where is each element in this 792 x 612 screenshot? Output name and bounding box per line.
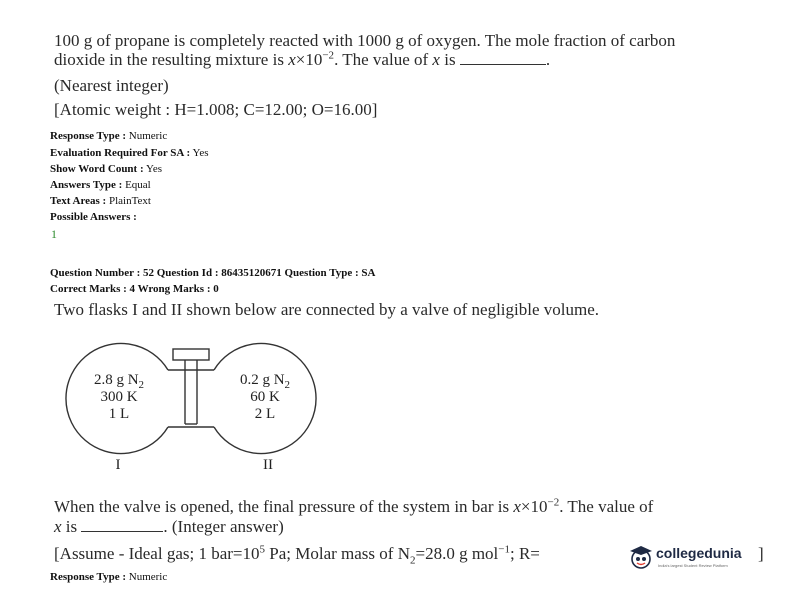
exp-c: −1 — [498, 543, 510, 556]
text-c: =28.0 g mol — [415, 544, 499, 563]
is: is — [61, 517, 82, 536]
flask-1-mass — [74, 372, 164, 391]
text: 2.8 g N — [93, 372, 139, 388]
subscript: 2 — [138, 379, 145, 391]
q1-times: ×10 — [295, 50, 323, 69]
sub-b: 2 — [409, 554, 416, 567]
times: ×10 — [520, 497, 548, 516]
text-post: . (Integer answer) — [163, 517, 284, 536]
label: Evaluation Required For SA : — [50, 147, 191, 159]
q1-line4: [Atomic weight : H=1.008; C=12.00; O=16.00] — [54, 100, 378, 119]
value: Equal — [125, 179, 151, 191]
label: Response Type : — [50, 130, 126, 142]
value: Numeric — [128, 130, 168, 142]
flask-2-temp: 60 K — [250, 389, 280, 405]
q1-var-x: x — [288, 50, 296, 69]
value: Numeric — [128, 571, 168, 583]
q2-var-x: x — [513, 497, 521, 516]
text: When the valve is opened, the final pressure of the system in bar is — [54, 497, 514, 516]
q1-var-x2: x — [432, 50, 440, 69]
q2-line3 — [54, 543, 540, 567]
q1-mid: . The value of — [334, 50, 433, 69]
exponent: −2 — [547, 496, 560, 509]
logo-name: collegedunia — [656, 545, 742, 561]
q1-line2-text: dioxide in the resulting mixture is — [54, 50, 289, 69]
q2-line3-end: ] — [758, 544, 764, 563]
q2-intro: Two flasks I and II shown below are connected by a valve of negligible volume. — [54, 300, 600, 319]
valve-handle — [173, 349, 209, 360]
meta2-response-type — [50, 569, 167, 585]
q1-exp: −2 — [322, 49, 335, 62]
text: Correct Marks : 4 Wrong Marks : 0 — [50, 283, 219, 295]
collegedunia-logo — [628, 538, 746, 576]
text: 0.2 g N — [239, 372, 285, 388]
flask-2-mass — [220, 372, 310, 391]
q2-line1 — [54, 497, 653, 517]
flask-1-temp: 300 K — [100, 389, 138, 405]
q1-end: . — [545, 50, 551, 69]
q1-is: is — [439, 50, 460, 69]
graduate-icon — [628, 544, 654, 570]
text-b: Pa; Molar mass of N — [265, 544, 410, 563]
value: PlainText — [108, 195, 151, 207]
exp-a: 5 — [259, 543, 266, 556]
flask-2-volume: 2 L — [254, 406, 276, 422]
q2-var-x2: x — [54, 517, 62, 536]
text-d: ; R= — [510, 544, 540, 563]
value: Yes — [192, 147, 209, 159]
logo-tagline: India's largest Student Review Platform — [658, 563, 728, 568]
text-a: [Assume - Ideal gas; 1 bar=10 — [54, 544, 260, 563]
label: Answers Type : — [50, 179, 123, 191]
flask-1-volume: 1 L — [108, 406, 130, 422]
label: Text Areas : — [50, 195, 107, 207]
q2-answer-blank — [81, 531, 163, 532]
flask-2-label: II — [263, 457, 273, 473]
value: Yes — [145, 163, 162, 175]
label: Show Word Count : — [50, 163, 144, 175]
q1-line1: 100 g of propane is completely reacted with 1000 g of oxygen. The mole fraction of carbon — [54, 31, 676, 50]
q2-line2 — [54, 517, 284, 537]
label: Possible Answers : — [50, 211, 137, 223]
subscript: 2 — [284, 379, 291, 391]
label: Response Type : — [50, 571, 126, 583]
q1-line3: (Nearest integer) — [54, 76, 169, 95]
text-post: . The value of — [559, 497, 654, 516]
flask-1-label: I — [115, 457, 121, 473]
text: Question Number : 52 Question Id : 86435120671 Question Type : SA — [50, 267, 376, 279]
possible-answer-value: 1 — [51, 227, 57, 241]
